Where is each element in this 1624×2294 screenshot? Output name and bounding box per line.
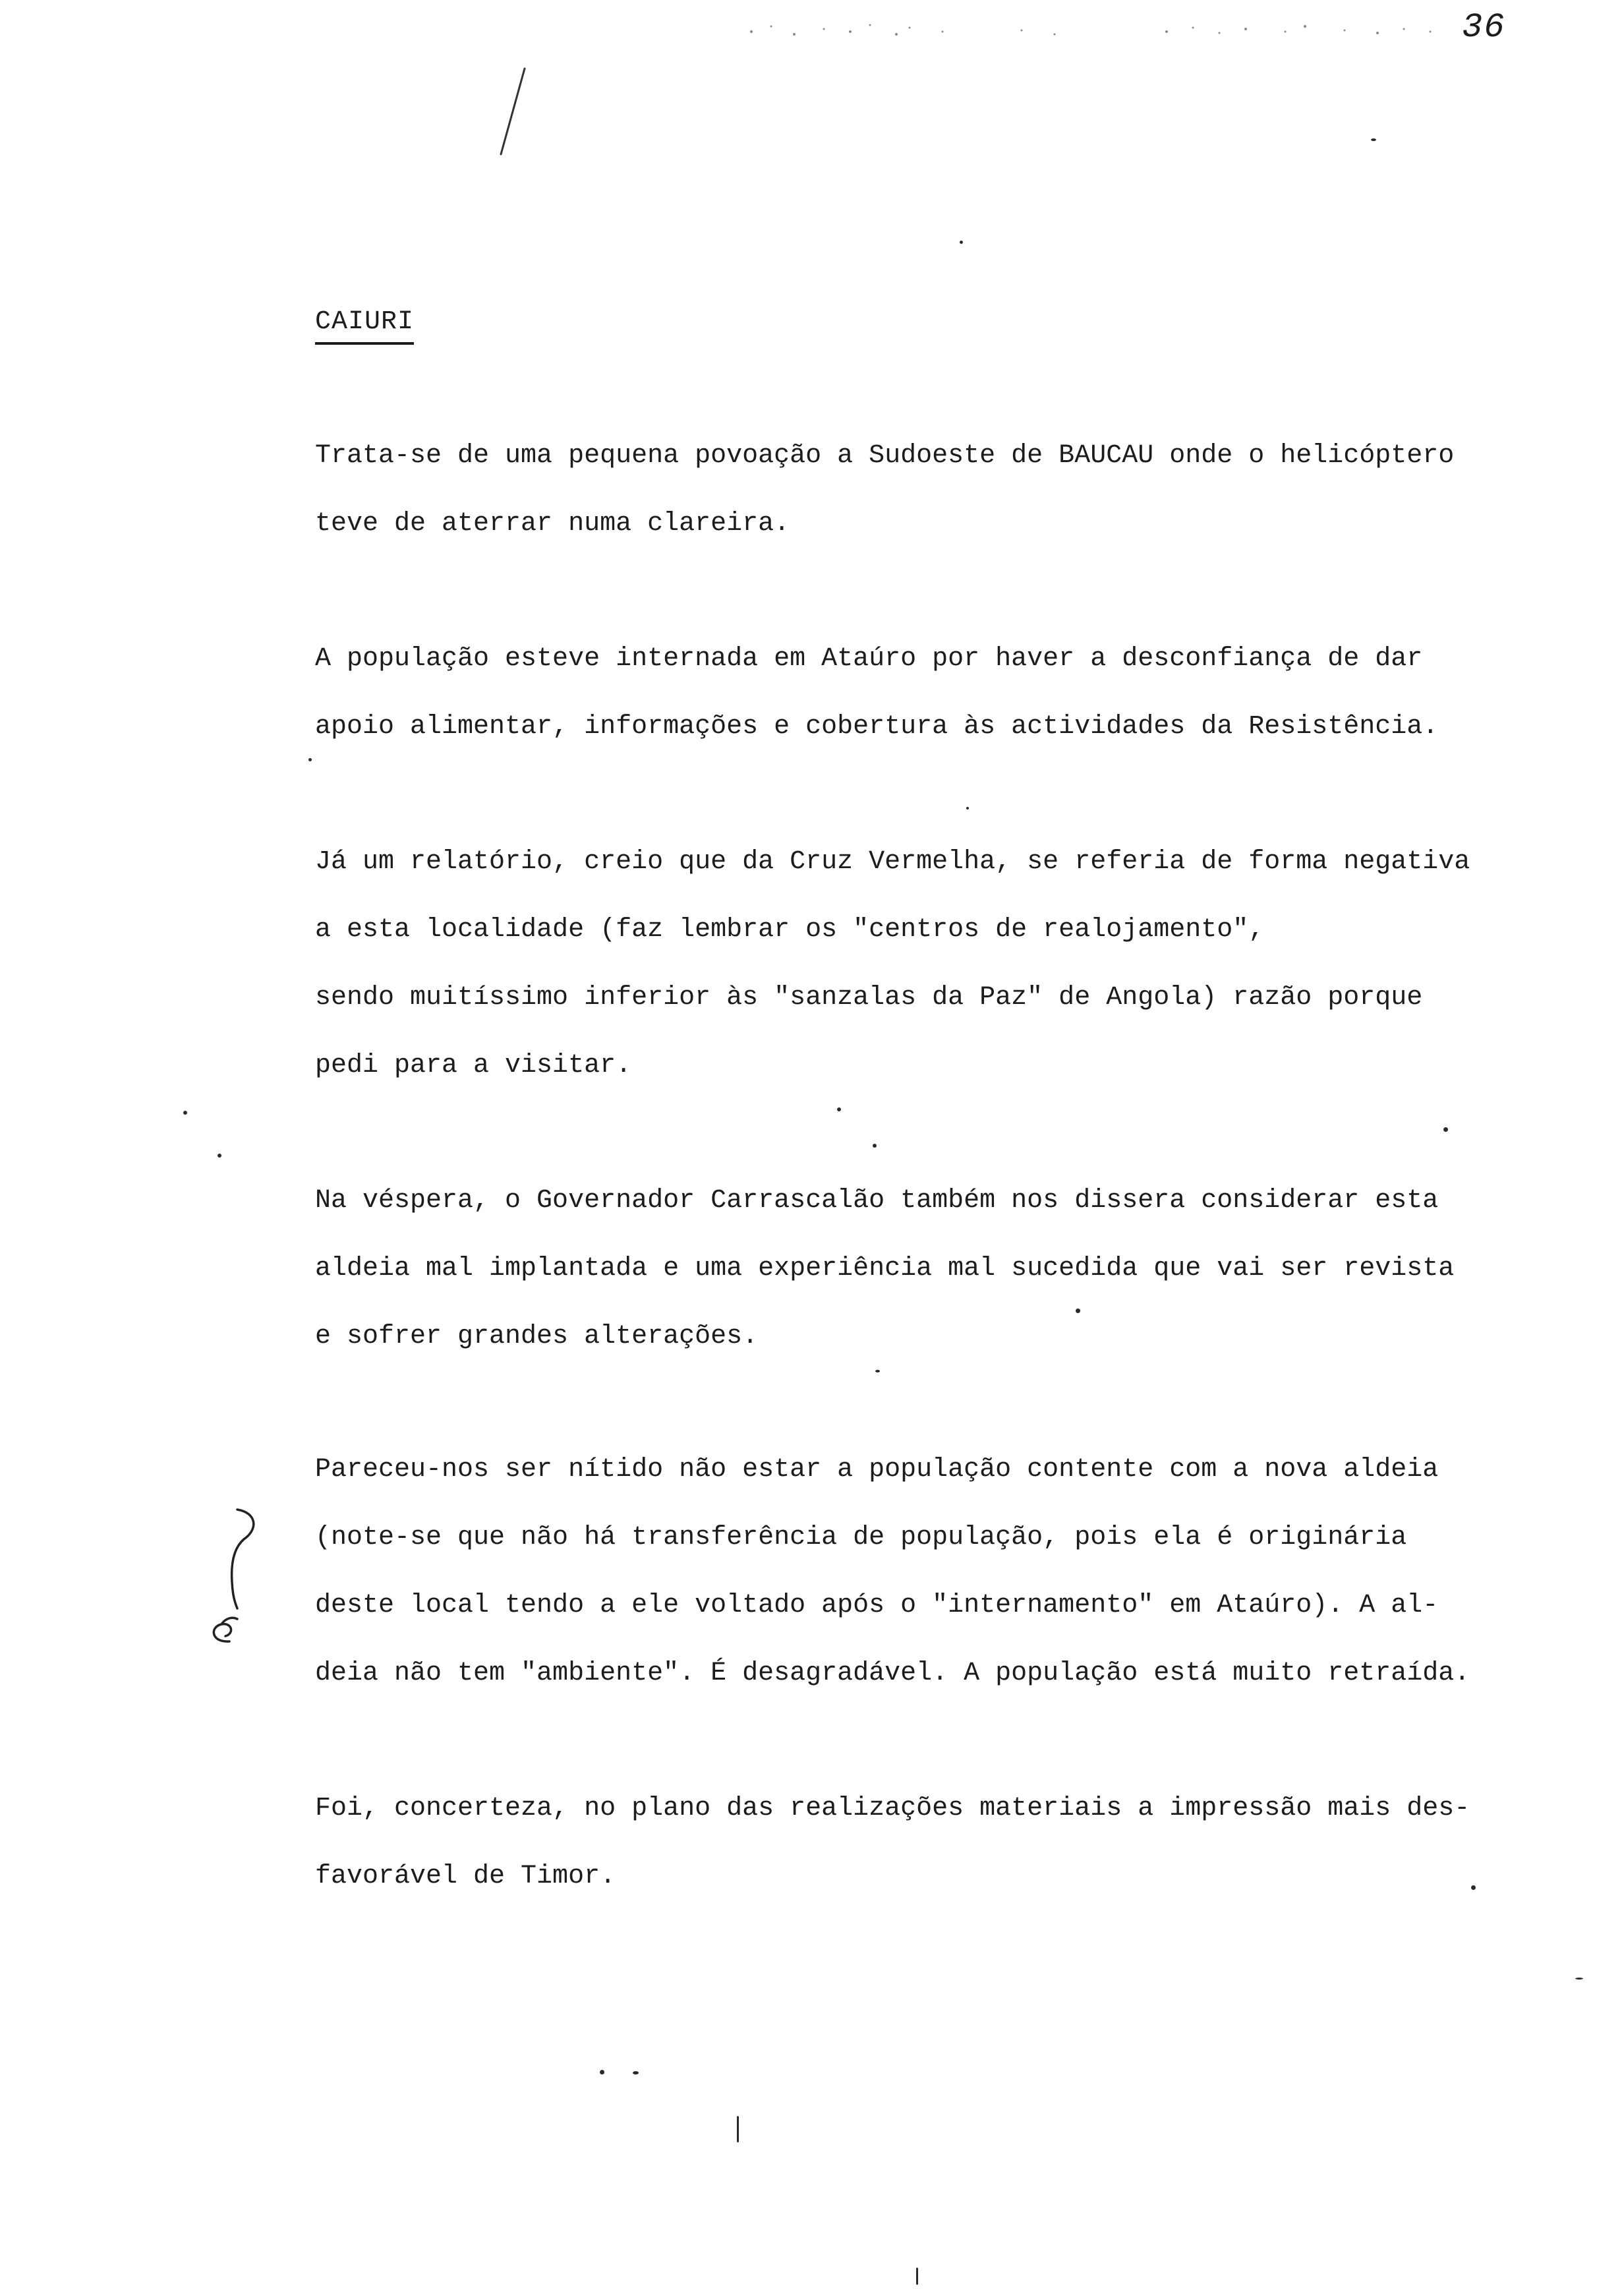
scan-speck <box>1371 138 1376 141</box>
paragraph <box>315 422 1454 558</box>
text-line: pedi para a visitar. <box>315 1051 632 1080</box>
text-line: Já um relatório, creio que da Cruz Vermelha, se referia de forma negativa <box>315 847 1470 877</box>
text-line: Pareceu-nos ser nítido não estar a população contente com a nova aldeia <box>315 1455 1439 1485</box>
text-line: apoio alimentar, informações e cobertura às actividades da Resistência. <box>315 712 1439 742</box>
paragraph <box>315 1436 1470 1707</box>
scan-speck <box>873 1144 877 1148</box>
scan-speck <box>1575 1978 1583 1980</box>
section-heading: CAIURI <box>315 307 414 345</box>
scan-speck <box>966 807 969 809</box>
scan-speck <box>837 1107 841 1111</box>
text-line: favorável de Timor. <box>315 1862 616 1891</box>
text-line: deste local tendo a ele voltado após o "internamento" em Ataúro). A al- <box>315 1591 1439 1620</box>
text-line: A população esteve internada em Ataúro por haver a desconfiança de dar <box>315 644 1423 674</box>
paragraph <box>315 1167 1454 1370</box>
page-number: 36 <box>1462 8 1506 47</box>
scan-noise <box>745 12 1457 45</box>
text-line: deia não tem "ambiente". É desagradável. A população está muito retraída. <box>315 1659 1470 1688</box>
scan-speck <box>916 2268 918 2285</box>
scan-speck <box>218 1154 221 1158</box>
paragraph <box>315 625 1438 761</box>
scan-speck <box>183 1111 187 1115</box>
text-line: Foi, concerteza, no plano das realizações materiais a impressão mais des- <box>315 1794 1470 1823</box>
scan-speck <box>1443 1127 1448 1132</box>
text-line: teve de aterrar numa clareira. <box>315 509 790 539</box>
paragraph <box>315 1775 1470 1910</box>
text-line: a esta localidade (faz lembrar os "centros de realojamento", <box>315 915 1265 945</box>
text-line: aldeia mal implantada e uma experiência mal sucedida que vai ser revista <box>315 1254 1455 1283</box>
scan-speck <box>600 2070 604 2074</box>
scan-speck <box>1471 1885 1476 1890</box>
scan-speck <box>737 2116 739 2142</box>
text-line: (note-se que não há transferência de população, pois ela é originária <box>315 1523 1407 1552</box>
text-line: e sofrer grandes alterações. <box>315 1322 759 1351</box>
scan-speck <box>1076 1309 1080 1313</box>
text-line: sendo muitíssimo inferior às "sanzalas da Paz" de Angola) razão porque <box>315 983 1423 1013</box>
scan-speck <box>875 1370 880 1372</box>
scan-speck <box>308 758 312 761</box>
scan-speck <box>633 2071 639 2074</box>
scan-speck <box>960 241 963 244</box>
handwritten-slash <box>493 66 533 158</box>
text-line: Trata-se de uma pequena povoação a Sudoeste de BAUCAU onde o helicóptero <box>315 441 1455 471</box>
text-line: Na véspera, o Governador Carrascalão também nos dissera considerar esta <box>315 1186 1439 1216</box>
handwritten-margin-mark <box>198 1503 277 1648</box>
paragraph <box>315 828 1470 1100</box>
